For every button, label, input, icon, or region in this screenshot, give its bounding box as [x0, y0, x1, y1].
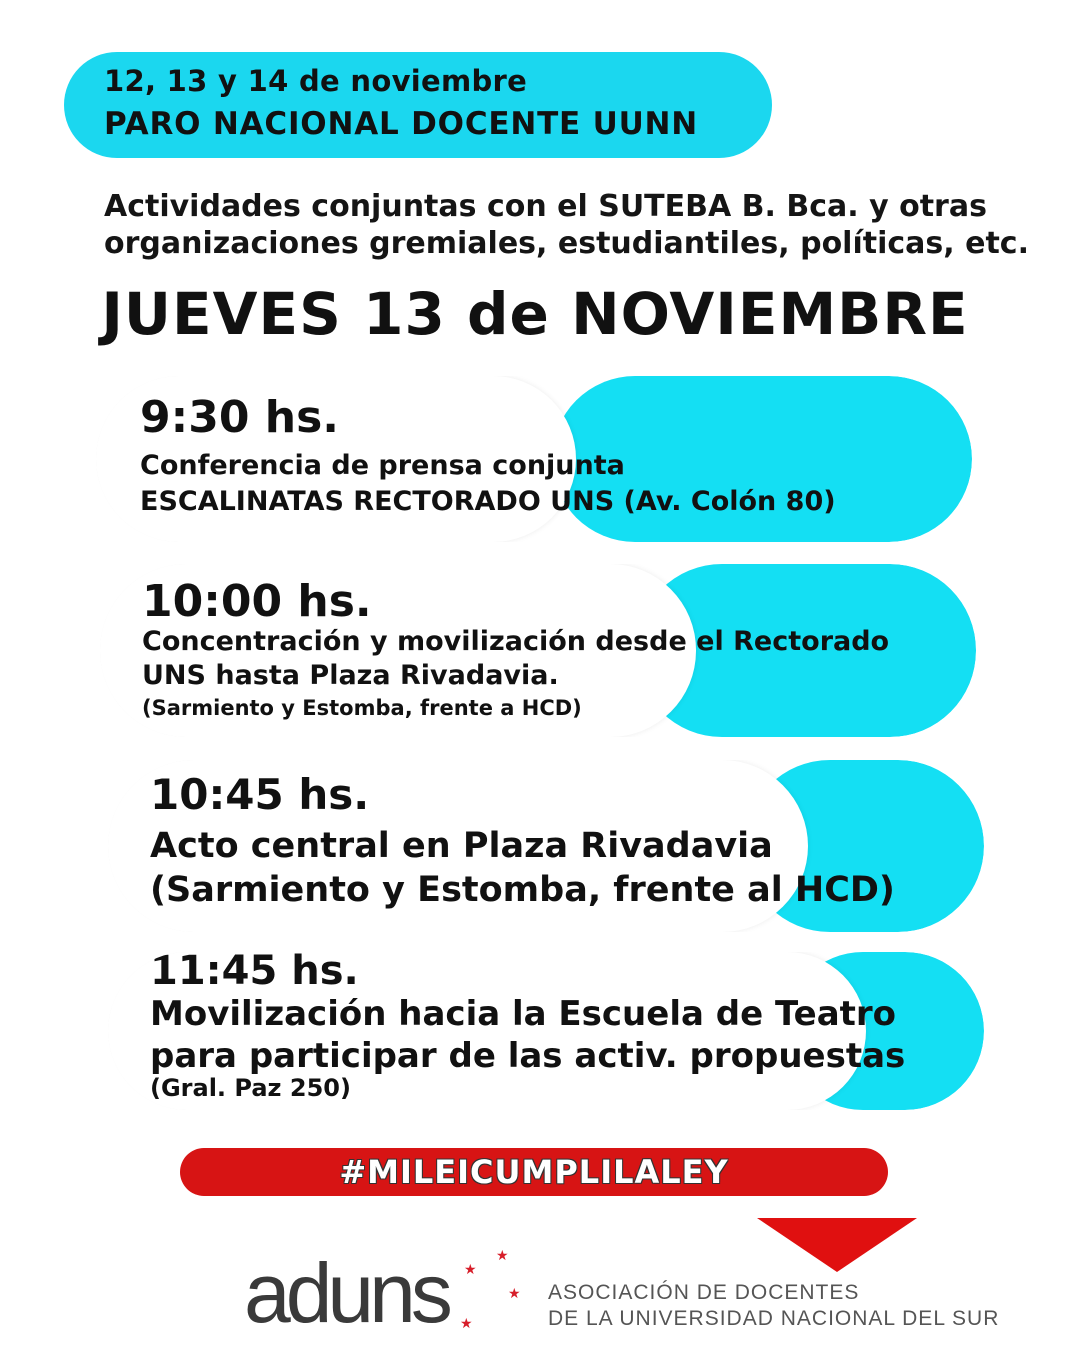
organization-name — [548, 1280, 999, 1332]
event-line-1: Conferencia de prensa conjunta — [140, 450, 625, 481]
star-icon: ★ — [508, 1286, 521, 1302]
event-time: 10:00 hs. — [142, 576, 372, 627]
subtitle — [104, 188, 1029, 262]
event-line-1: Movilización hacia la Escuela de Teatro — [150, 994, 897, 1034]
event-time: 10:45 hs. — [150, 770, 370, 819]
event-card-1000 — [100, 564, 976, 737]
event-line-1: Concentración y movilización desde el Rectorado — [142, 626, 890, 657]
event-card-1045 — [108, 760, 984, 932]
event-line-3: (Gral. Paz 250) — [150, 1074, 351, 1102]
star-icon: ★ — [464, 1262, 477, 1278]
subtitle-line-2: organizaciones gremiales, estudiantiles, políticas, etc. — [104, 226, 1029, 261]
event-card-930 — [96, 376, 972, 542]
org-name-line-2: DE LA UNIVERSIDAD NACIONAL DEL SUR — [548, 1307, 1000, 1330]
date-title: JUEVES 13 de NOVIEMBRE — [101, 280, 969, 348]
header-dates: 12, 13 y 14 de noviembre — [104, 64, 528, 98]
org-name-line-1: ASOCIACIÓN DE DOCENTES — [548, 1281, 860, 1304]
star-icon: ★ — [460, 1316, 473, 1332]
event-line-1: Acto central en Plaza Rivadavia — [150, 826, 773, 866]
red-triangle-decoration — [757, 1218, 917, 1272]
star-icon: ★ — [496, 1248, 509, 1264]
event-line-2: para participar de las activ. propuestas — [150, 1036, 906, 1076]
event-line-2: UNS hasta Plaza Rivadavia. — [142, 660, 559, 691]
event-line-2: (Sarmiento y Estomba, frente al HCD) — [150, 870, 895, 910]
event-line-2: ESCALINATAS RECTORADO UNS (Av. Colón 80) — [140, 486, 836, 517]
event-line-3: (Sarmiento y Estomba, frente a HCD) — [142, 696, 582, 720]
header-banner — [64, 52, 772, 158]
event-time: 11:45 hs. — [150, 952, 359, 994]
hashtag-banner: #MILEICUMPLILALEY — [180, 1148, 888, 1196]
event-time: 9:30 hs. — [140, 392, 339, 443]
subtitle-line-1: Actividades conjuntas con el SUTEBA B. Bca. y otras — [104, 189, 987, 224]
event-card-1145 — [108, 952, 984, 1110]
aduns-logo: aduns — [244, 1246, 448, 1340]
header-title: PARO NACIONAL DOCENTE UUNN — [104, 106, 699, 142]
